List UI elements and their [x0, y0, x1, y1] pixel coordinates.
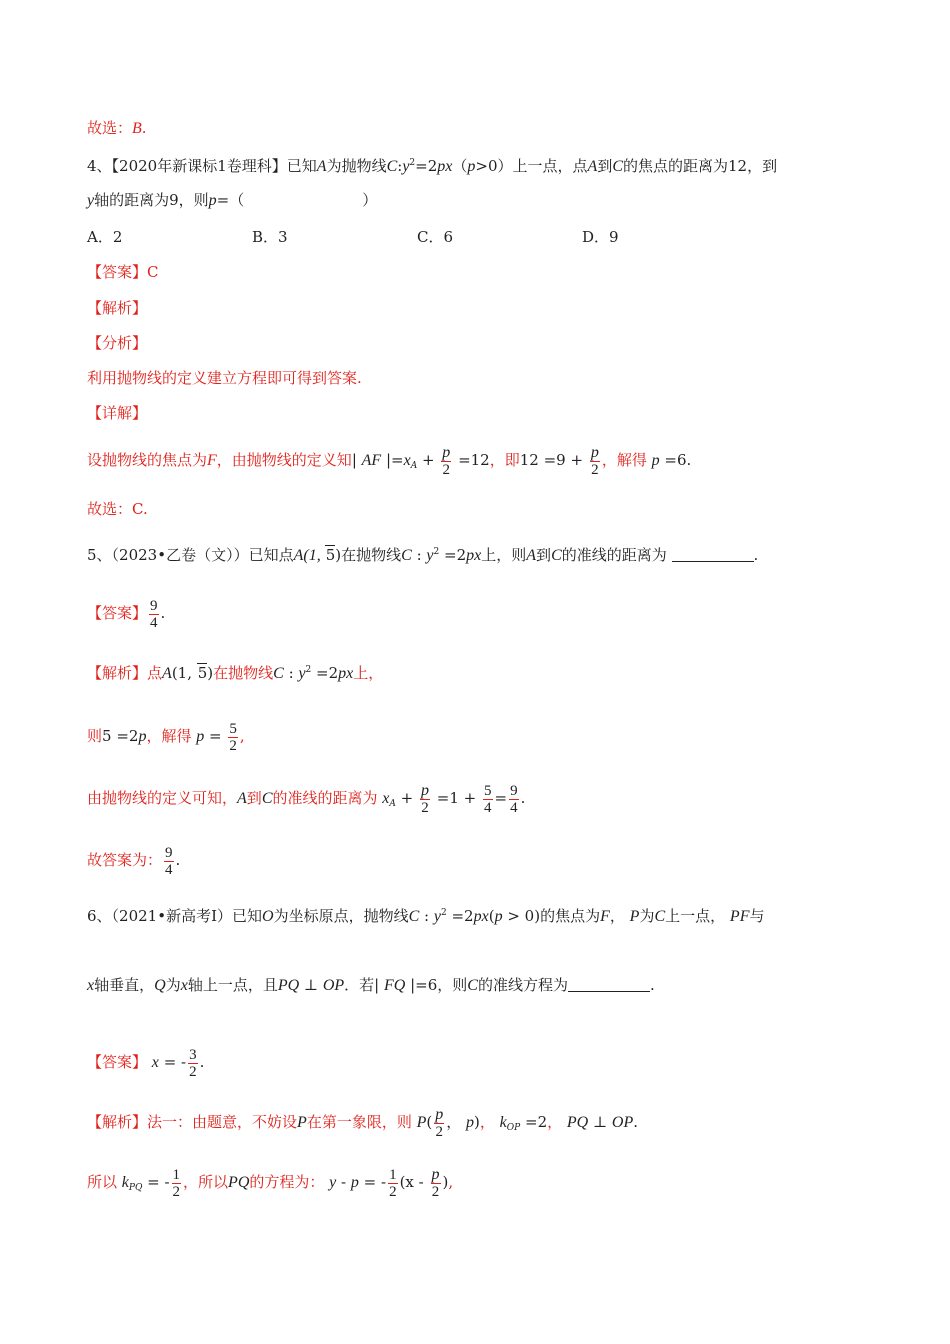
question-4-line-2: y轴的距离为9，则p=（ ）: [87, 191, 378, 209]
q6-answer: 【答案】 x = - $\frac{3}{2}$ .: [87, 1046, 205, 1080]
q5-answer: 【答案】 $\frac{9}{4}$ .: [87, 597, 166, 631]
q4-analysis-tag: 【分析】: [87, 334, 148, 352]
q6-solution-line-2: 所以 $k_{PQ}$ = - $\frac{1}{2}$ ，所以PQ的方程为： y - p = - $\frac{1}{2}$ (x - $\frac{p}{2}$ ),: [87, 1165, 454, 1200]
question-4-line-1: 4、【2020年新课标1卷理科】已知A为抛物线$C:y^2=2px(p>0)$上一点，点A到C的焦点的距离为12，到: [87, 157, 778, 175]
q4-solution-tag: 【解析】: [87, 299, 148, 317]
q5-final-answer: 故答案为： $\frac{9}{4}$ .: [87, 844, 181, 878]
q4-answer: 【答案】C: [87, 263, 159, 281]
q5-solution-line-1: 【解析】点A(1, 5)在抛物线C : $y^2 =2px$上，: [87, 664, 384, 682]
q4-analysis-text: 利用抛物线的定义建立方程即可得到答案.: [87, 369, 362, 387]
option-d: D．9: [582, 228, 619, 246]
question-6-line-1: 6、（2021•新高考Ⅰ）已知O为坐标原点，抛物线C : $y^2 =2px(p > 0)$的焦点为F， P为C上一点， PF与: [87, 907, 765, 925]
option-b: B．3: [252, 228, 288, 246]
q4-detail-line: 设抛物线的焦点为F，由抛物线的定义知| AF $|=x_A$ + $\frac{p}{2}$ =12，即12 =9 + $\frac{p}{2}$ ，解得 p =6.: [87, 443, 692, 478]
q5-solution-line-3: 由抛物线的定义可知，A到C的准线的距离为 $x_A$ + $\frac{p}{2}$ =1 + $\frac{5}{4}$ = $\frac{9}{4}$ .: [87, 781, 526, 816]
option-a: A．2: [87, 228, 123, 246]
answer-choice-line: 故选：B.: [87, 119, 147, 137]
question-6-line-2: x轴垂直，Q为x轴上一点，且PQ ⊥ OP．若| FQ |=6，则C的准线方程为 .: [87, 976, 655, 994]
q4-conclusion: 故选：C.: [87, 500, 148, 518]
option-c: C．6: [417, 228, 454, 246]
question-5-line: 5、（2023•乙卷（文））已知点A(1, 5)在抛物线C : $y^2 =2px$上，则A到C的准线的距离为 .: [87, 546, 759, 564]
q4-detail-tag: 【详解】: [87, 404, 148, 422]
q6-solution-line-1: 【解析】法一：由题意，不妨设P在第一象限，则 P( $\frac{p}{2}$ ， p)， $k_{OP} =2$， PQ ⊥ OP.: [87, 1105, 638, 1140]
q5-solution-line-2: 则5 =2p，解得 p = $\frac{5}{2}$ ,: [87, 720, 245, 754]
